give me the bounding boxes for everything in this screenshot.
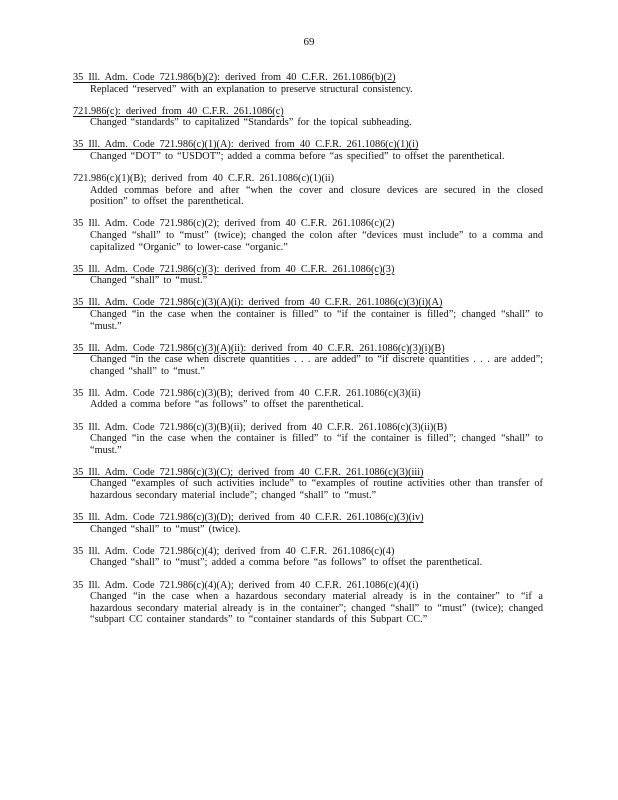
entry-heading: 35 Ill. Adm. Code 721.986(b)(2): derived from 40 C.F.R. 261.1086(b)(2): [73, 72, 396, 83]
entry-body: Changed “shall” to “must.”: [90, 275, 208, 287]
list-item: [73, 343, 543, 378]
list-item: [73, 264, 543, 287]
entry-body: Changed “DOT” to “USDOT”; added a comma before “as specified” to offset the parenthetical.: [90, 150, 505, 162]
entry-body: Changed “shall” to “must”; added a comma before “as follows” to offset the parenthetical.: [90, 557, 483, 569]
entry-heading: 35 Ill. Adm. Code 721.986(c)(3): derived from 40 C.F.R. 261.1086(c)(3): [73, 263, 395, 275]
entry-heading: 35 Ill. Adm. Code 721.986(c)(4)(A); derived from 40 C.F.R. 261.1086(c)(4)(i): [73, 579, 419, 591]
entry-list: [73, 72, 543, 636]
list-item: [73, 512, 543, 535]
entry-body: Changed “in the case when a hazardous secondary material already is in the container” to “if a hazardous secondary material already is in the container”; changed “shall” to “must” (twice); changed “subpart CC container standards” to “container standards of this Subpart CC.”: [90, 591, 543, 626]
entry-body: Changed “standards” to capitalized “Standards” for the topical subheading.: [90, 117, 412, 129]
list-item: [73, 388, 543, 411]
entry-body: Changed “in the case when the container is filled” to “if the container is filled”; changed “shall” to “must.”: [90, 308, 543, 332]
list-item: [73, 467, 543, 502]
list-item: [73, 106, 543, 129]
entry-heading: 35 Ill. Adm. Code 721.986(c)(3)(C); derived from 40 C.F.R. 261.1086(c)(3)(iii): [73, 466, 424, 478]
list-item: [73, 546, 543, 569]
entry-heading: 35 Ill. Adm. Code 721.986(c)(3)(B)(ii); derived from 40 C.F.R. 261.1086(c)(3)(ii)(B): [73, 421, 447, 433]
entry-body: Replaced “reserved” with an explanation to preserve structural consistency.: [90, 83, 413, 95]
entry-body: Added commas before and after “when the cover and closure devices are secured in the closed position” to offset the parenthetical.: [90, 184, 543, 208]
list-item: [73, 218, 543, 253]
list-item: [73, 173, 543, 208]
entry-heading: 35 Ill. Adm. Code 721.986(c)(3)(B); derived from 40 C.F.R. 261.1086(c)(3)(ii): [73, 387, 421, 399]
entry-body: Changed “shall” to “must” (twice); changed the colon after “devices must include” to a comma and capitalized “Organic” to lower-case “organic.”: [90, 229, 543, 253]
entry-heading: 35 Ill. Adm. Code 721.986(c)(1)(A): derived from 40 C.F.R. 261.1086(c)(1)(i): [73, 139, 419, 151]
entry-body: Changed “examples of such activities include” to “examples of routine activities other than transfer of hazardous secondary material include”; changed “shall” to “must.”: [90, 478, 543, 502]
entry-heading: 35 Ill. Adm. Code 721.986(c)(4); derived from 40 C.F.R. 261.1086(c)(4): [73, 545, 395, 557]
entry-body: Changed “in the case when the container is filled” to “if the container is filled”; changed “shall” to “must.”: [90, 433, 543, 456]
entry-body: Changed “shall” to “must” (twice).: [90, 523, 241, 535]
entry-heading: 35 Ill. Adm. Code 721.986(c)(2); derived from 40 C.F.R. 261.1086(c)(2): [73, 218, 395, 230]
entry-heading: 721.986(c)(1)(B); derived from 40 C.F.R. 261.1086(c)(1)(ii): [73, 173, 335, 185]
list-item: [73, 72, 543, 95]
page-number: 69: [303, 36, 315, 48]
entry-body: Added a comma before “as follows” to offset the parenthetical.: [90, 399, 364, 411]
entry-heading: 35 Ill. Adm. Code 721.986(c)(3)(D); derived from 40 C.F.R. 261.1086(c)(3)(iv): [73, 512, 424, 524]
list-item: [73, 297, 543, 332]
list-item: [73, 422, 543, 457]
entry-body: Changed “in the case when discrete quantities . . . are added” to “if discrete quantities . . . are added”; changed “shall” to “must.”: [90, 354, 543, 377]
entry-heading: 35 Ill. Adm. Code 721.986(c)(3)(A)(ii): derived from 40 C.F.R. 261.1086(c)(3)(i)(B): [73, 342, 445, 354]
list-item: [73, 580, 543, 626]
list-item: [73, 139, 543, 162]
entry-heading: 35 Ill. Adm. Code 721.986(c)(3)(A)(i): derived from 40 C.F.R. 261.1086(c)(3)(i)(A): [73, 297, 443, 309]
entry-heading: 721.986(c): derived from 40 C.F.R. 261.1086(c): [73, 105, 284, 117]
